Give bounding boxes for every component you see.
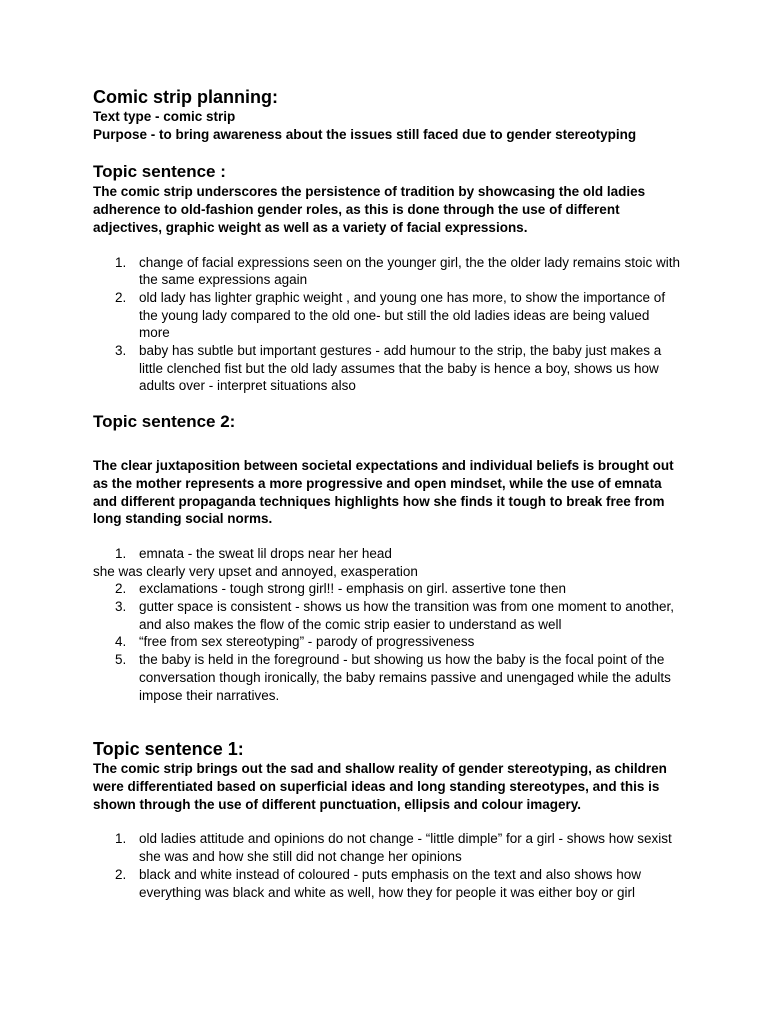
list-item: 2. exclamations - tough strong girl!! - emphasis on girl. assertive tone then bbox=[115, 581, 566, 597]
list-item: 2. black and white instead of coloured - puts emphasis on the text and also shows how everything was black and white as well, how they for people it was either boy or girl bbox=[115, 866, 642, 900]
text-type-line: Text type - comic strip bbox=[93, 109, 236, 124]
list-item: 5. the baby is held in the foreground - but showing us how the baby is the focal point of the conversation though ironically, the baby remains passive and unengaged while the adults impose their narratives. bbox=[115, 652, 671, 703]
point-list-continued bbox=[93, 580, 683, 704]
list-item: 3. gutter space is consistent - shows us how the transition was from one moment to another, and also makes the flow of the comic strip easier to understand as well bbox=[115, 599, 675, 632]
point-list bbox=[93, 830, 683, 901]
point-list bbox=[93, 545, 683, 563]
document-page bbox=[93, 86, 683, 901]
section-heading: Topic sentence 1: bbox=[93, 739, 244, 760]
section-thesis: The clear juxtaposition between societal expectations and individual beliefs is brought out as the mother represents a more progressive and open mindset, while the use of emnata and different propaganda techniques highlights how she finds it tough to break free from long standing social norms. bbox=[93, 458, 674, 527]
section-topic-sentence-2 bbox=[93, 411, 683, 704]
list-item: 1. change of facial expressions seen on the younger girl, the the older lady remains stoic with the same expressions again bbox=[115, 254, 681, 288]
point-list bbox=[93, 254, 683, 396]
list-item: 3. baby has subtle but important gestures - add humour to the strip, the baby just makes a little clenched fist but the old lady assumes that the baby is hence a boy, shows us how adults over - interpret situations also bbox=[115, 343, 662, 394]
section-heading: Topic sentence : bbox=[93, 162, 226, 182]
page-title: Comic strip planning: bbox=[93, 87, 279, 107]
section-heading: Topic sentence 2: bbox=[93, 412, 236, 432]
section-thesis: The comic strip underscores the persistence of tradition by showcasing the old ladies adherence to old-fashion gender roles, as this is done through the use of different adjectives, graphic weight as well as a variety of facial expressions. bbox=[93, 184, 646, 235]
section-topic-sentence bbox=[93, 161, 683, 395]
list-note: she was clearly very upset and annoyed, exasperation bbox=[93, 563, 418, 579]
list-item: 1. old ladies attitude and opinions do not change - “little dimple” for a girl - shows how sexist she was and how she still did not change her opinions bbox=[115, 831, 672, 865]
list-item: 4. “free from sex stereotyping” - parody of progressiveness bbox=[115, 634, 475, 650]
list-item: 1. emnata - the sweat lil drops near her head bbox=[115, 545, 392, 561]
list-item: 2. old lady has lighter graphic weight , and young one has more, to show the importance of the young lady compared to the old one- but still the old ladies ideas are being valued more bbox=[115, 289, 666, 341]
section-topic-sentence-1 bbox=[93, 738, 683, 901]
purpose-line: Purpose - to bring awareness about the issues still faced due to gender stereotyping bbox=[93, 126, 637, 142]
planning-block bbox=[93, 86, 683, 143]
section-thesis: The comic strip brings out the sad and shallow reality of gender stereotyping, as children were differentiated based on superficial ideas and long standing stereotypes, and this is shown through the use of different punctuation, ellipsis and colour imagery. bbox=[93, 761, 667, 812]
